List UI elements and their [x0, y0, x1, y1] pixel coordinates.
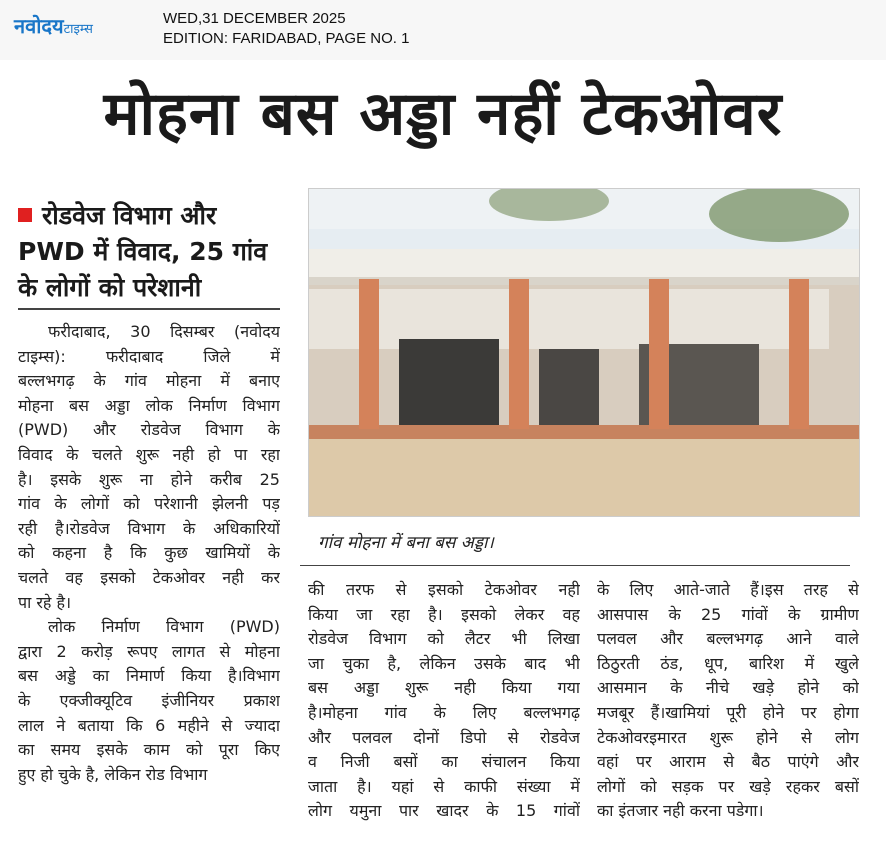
- subheadline-divider: [18, 308, 280, 310]
- newspaper-logo: [14, 12, 93, 39]
- article-line: बस अड्डे का निमार्ण किया है।विभाग: [18, 666, 280, 686]
- article-line: और पलवल दोनों डिपो से रोडवेज: [308, 727, 580, 747]
- subheadline: [18, 198, 280, 306]
- edition-page: EDITION: FARIDABAD, PAGE NO. 1: [163, 30, 410, 47]
- article-line: पलवल और बल्लभगढ़ आने वाले: [597, 629, 859, 649]
- article-line: (PWD) और रोडवेज विभाग के: [18, 420, 280, 440]
- article-line: हुए हो चुके है, लेकिन रोड विभाग: [18, 764, 208, 784]
- article-line: व निजी बसों का संचालन किया: [308, 752, 580, 772]
- article-line: लोक निर्माण विभाग (PWD): [48, 617, 280, 637]
- article-line: गांव के लोगों को परेशानी झेलनी पड़: [18, 494, 280, 514]
- issue-date: WED,31 DECEMBER 2025: [163, 10, 346, 27]
- article-line: बल्लभगढ़ के गांव मोहना में बनाए: [18, 371, 280, 391]
- article-line: के लिए आते-जाते हैं।इस तरह से: [597, 580, 859, 599]
- caption-divider: [300, 565, 850, 566]
- subheadline-text: रोडवेज विभाग और PWD में विवाद, 25 गांव के लोगों को परेशानी: [18, 201, 268, 302]
- edition-info: [163, 9, 409, 49]
- article-line: की तरफ से इसको टेकओवर नही: [308, 580, 580, 599]
- article-line: रही है।रोडवेज विभाग के अधिकारियों: [18, 518, 280, 538]
- article-line: द्वारा 2 करोड़ रूपए लागत से मोहना: [18, 641, 280, 661]
- article-line: रोडवेज विभाग को लैटर भी लिखा: [308, 629, 580, 649]
- article-line: फरीदाबाद, 30 दिसम्बर (नवोदय: [48, 322, 280, 341]
- article-line: का समय इसके काम को पूरा किए: [18, 740, 280, 760]
- article-line: आसमान के नीचे खड़े होने को: [597, 678, 859, 698]
- photo-caption: गांव मोहना में बना बस अड्डा।: [318, 533, 494, 553]
- article-column-2: [308, 578, 580, 824]
- article-line: बस अड्डा शुरू नही किया गया: [308, 678, 580, 698]
- article-line: ठिठुरती ठंड, धूप, बारिश में खुले: [597, 653, 859, 673]
- article-line: जाता है। यहां से काफी संख्या में: [308, 776, 580, 796]
- article-line: वहां पर आराम से बैठ पाएंगे और: [597, 752, 859, 772]
- bus-stand-image: [309, 189, 859, 516]
- logo-sub: टाइम्स: [63, 22, 93, 37]
- red-square-bullet-icon: [18, 208, 32, 222]
- article-line: मजबूर हैं।खामियां पूरी होने पर होगा: [597, 702, 859, 722]
- article-line: विवाद के चलते शुरू नही हो पा रहा: [18, 444, 280, 464]
- bus-stand-photo: [308, 188, 860, 517]
- article-column-3: [597, 578, 859, 824]
- article-line: लोगों को सड़क पर खड़े रहकर बसों: [597, 776, 859, 796]
- article-column-1: [18, 320, 280, 787]
- article-line: का इंतजार नही करना पडेगा।: [597, 801, 764, 821]
- article-line: चलते वह इसको टेकओवर नही कर: [18, 567, 280, 587]
- article-line: मोहना बस अड्डा लोक निर्माण विभाग: [18, 395, 280, 415]
- article-line: आसपास के 25 गांवों के ग्रामीण: [597, 604, 859, 624]
- article-line: जा चुका है, लेकिन उसके बाद भी: [308, 653, 580, 673]
- article-line: है। इसके शुरू ना होने करीब 25: [18, 469, 280, 489]
- article-line: के एक्जीक्यूटिव इंजीनियर प्रकाश: [18, 690, 280, 710]
- article-line: पा रहे है।: [18, 592, 72, 612]
- article-line: टेकओवरइमारत शुरू होने से लोग: [597, 727, 859, 747]
- article-line: लोग यमुना पार खादर के 15 गांवों: [308, 801, 580, 821]
- article-line: टाइम्स): फरीदाबाद जिले में: [18, 346, 280, 366]
- logo-main: नवोदय: [14, 14, 64, 38]
- article-line: है।मोहना गांव के लिए बल्लभगढ़: [308, 702, 580, 722]
- headline: मोहना बस अड्डा नहीं टेकओवर: [103, 79, 783, 149]
- article-line: को कहना है कि कुछ खामियों के: [18, 543, 280, 563]
- article-line: किया जा रहा है। इसको लेकर वह: [308, 604, 580, 624]
- article-line: लाल ने बताया कि 6 महीने से ज्यादा: [18, 715, 280, 735]
- masthead-bar: [0, 0, 886, 60]
